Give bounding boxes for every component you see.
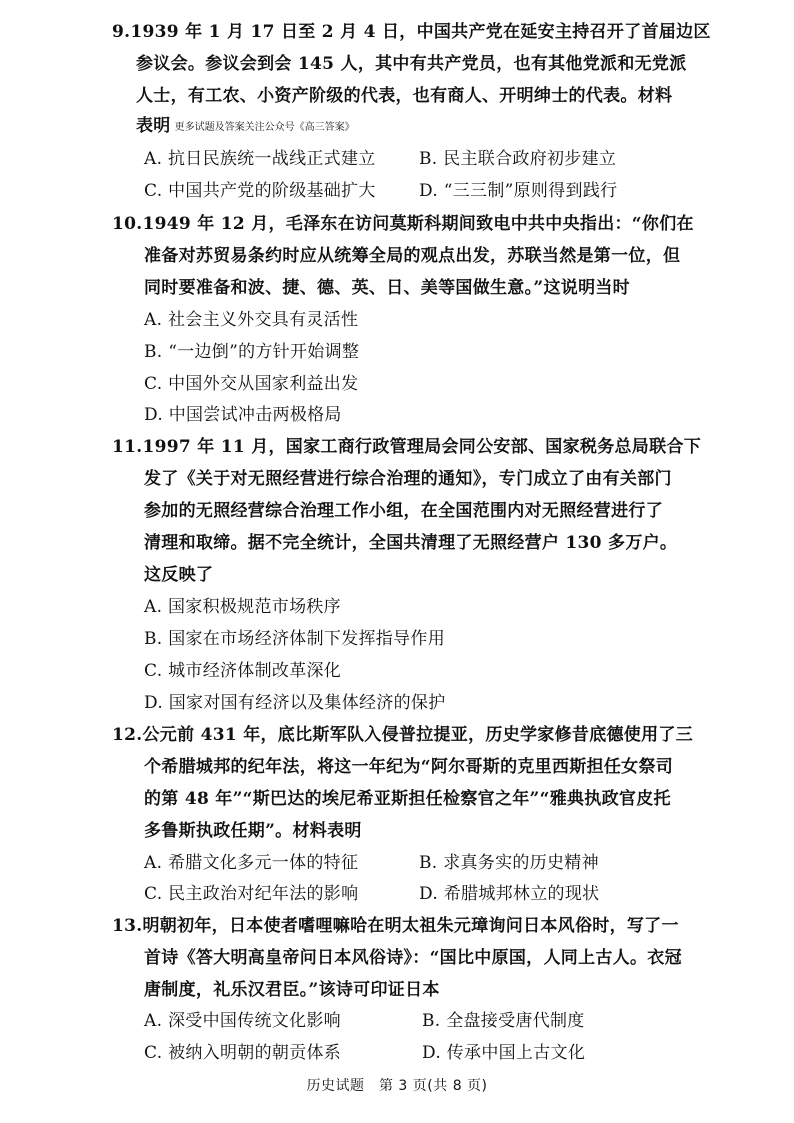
question-number: 9. bbox=[112, 22, 131, 42]
question-9-option-d[interactable]: D. “三三制”原则得到践行 bbox=[419, 181, 618, 201]
question-11-line-1: 11.1997 年 11 月，国家工商行政管理局会同公安部、国家税务总局联合下 bbox=[112, 437, 702, 457]
question-11-line-5: 这反映了 bbox=[144, 565, 214, 585]
question-9-option-c[interactable]: C. 中国共产党的阶级基础扩大 bbox=[144, 181, 376, 201]
question-11-option-c[interactable]: C. 城市经济体制改革深化 bbox=[144, 661, 342, 681]
question-10-option-a[interactable]: A. 社会主义外交具有灵活性 bbox=[144, 310, 359, 330]
question-11-option-b[interactable]: B. 国家在市场经济体制下发挥指导作用 bbox=[144, 629, 445, 649]
question-10-option-b[interactable]: B. “一边倒”的方针开始调整 bbox=[144, 342, 360, 362]
question-9-option-b[interactable]: B. 民主联合政府初步建立 bbox=[419, 149, 617, 169]
question-number: 10. bbox=[112, 214, 143, 234]
question-11-option-d[interactable]: D. 国家对国有经济以及集体经济的保护 bbox=[144, 693, 446, 713]
question-13-line-3: 唐制度，礼乐汉君臣。”该诗可印证日本 bbox=[144, 980, 440, 1000]
question-10-line-3: 同时要准备和波、捷、德、英、日、美等国做生意。”这说明当时 bbox=[144, 278, 630, 298]
question-12-option-b[interactable]: B. 求真务实的历史精神 bbox=[419, 853, 599, 873]
question-12-line-1: 12.公元前 431 年，底比斯军队入侵普拉提亚，历史学家修昔底德使用了三 bbox=[112, 725, 694, 745]
question-13-line-2: 首诗《答大明高皇帝问日本风俗诗》：“国比中原国，人同上古人。衣冠 bbox=[144, 948, 682, 968]
question-11-option-a[interactable]: A. 国家积极规范市场秩序 bbox=[144, 597, 341, 617]
question-11-line-2: 发了《关于对无照经营进行综合治理的通知》，专门成立了由有关部门 bbox=[144, 469, 672, 489]
question-number: 13. bbox=[112, 916, 143, 936]
question-13-option-b[interactable]: B. 全盘接受唐代制度 bbox=[422, 1011, 585, 1031]
question-9-option-a[interactable]: A. 抗日民族统一战线正式建立 bbox=[144, 149, 376, 169]
page-footer: 历史试题 第 3 页(共 8 页) bbox=[306, 1078, 488, 1094]
question-12-line-3: 的第 48 年”“斯巴达的埃尼希亚斯担任检察官之年”“雅典执政官皮托 bbox=[144, 789, 671, 809]
question-12-line-4: 多鲁斯执政任期”。材料表明 bbox=[144, 821, 362, 841]
question-12-option-d[interactable]: D. 希腊城邦林立的现状 bbox=[419, 884, 600, 904]
question-12-line-2: 个希腊城邦的纪年法，将这一年纪为“阿尔哥斯的克里西斯担任女祭司 bbox=[144, 757, 674, 777]
question-10-line-2: 准备对苏贸易条约时应从统筹全局的观点出发，苏联当然是第一位，但 bbox=[144, 246, 681, 266]
question-12-option-c[interactable]: C. 民主政治对纪年法的影响 bbox=[144, 884, 359, 904]
watermark-note: 更多试题及答案关注公众号《高三答案》 bbox=[174, 122, 355, 133]
question-13-option-c[interactable]: C. 被纳入明朝的朝贡体系 bbox=[144, 1043, 342, 1063]
question-number: 12. bbox=[112, 725, 143, 745]
question-number: 11. bbox=[112, 437, 143, 457]
question-11-line-3: 参加的无照经营综合治理工作小组，在全国范围内对无照经营进行了 bbox=[144, 501, 663, 521]
question-10-line-1: 10.1949 年 12 月，毛泽东在访问莫斯科期间致电中共中央指出：“你们在 bbox=[112, 214, 694, 234]
question-13-option-a[interactable]: A. 深受中国传统文化影响 bbox=[144, 1011, 341, 1031]
question-12-option-a[interactable]: A. 希腊文化多元一体的特征 bbox=[144, 853, 359, 873]
question-9-line-3: 人士，有工农、小资产阶级的代表，也有商人、开明绅士的代表。材料 bbox=[136, 86, 673, 106]
question-11-line-4: 清理和取缔。据不完全统计，全国共清理了无照经营户 130 多万户。 bbox=[144, 533, 678, 553]
question-9-line-1: 9.1939 年 1 月 17 日至 2 月 4 日，中国共产党在延安主持召开了首届边区 bbox=[112, 22, 711, 42]
question-10-option-d[interactable]: D. 中国尝试冲击两极格局 bbox=[144, 405, 342, 425]
question-9-line-4: 表明 更多试题及答案关注公众号《高三答案》 bbox=[136, 116, 355, 136]
question-13-line-1: 13.明朝初年，日本使者嗜哩嘛哈在明太祖朱元璋询问日本风俗时，写了一 bbox=[112, 916, 679, 936]
question-13-option-d[interactable]: D. 传承中国上古文化 bbox=[422, 1043, 586, 1063]
question-10-option-c[interactable]: C. 中国外交从国家利益出发 bbox=[144, 374, 359, 394]
question-9-line-2: 参议会。参议会到会 145 人，其中有共产党员，也有其他党派和无党派 bbox=[136, 54, 687, 74]
